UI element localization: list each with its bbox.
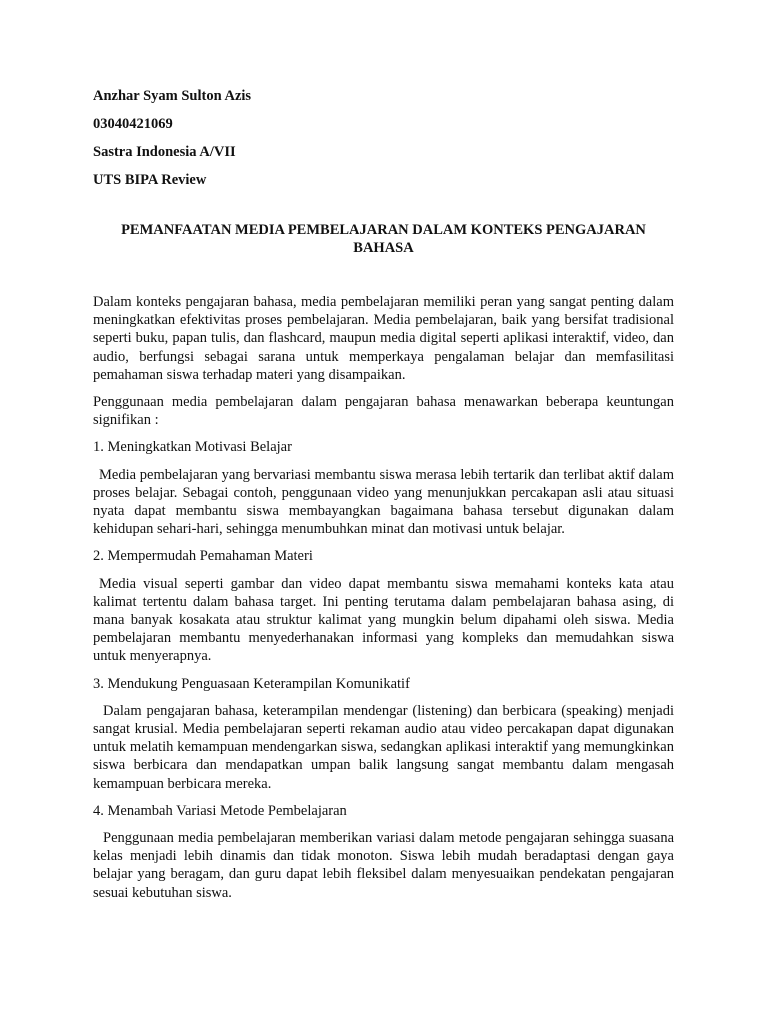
point-2-body: Media visual seperti gambar dan video dapat membantu siswa memahami konteks kata atau kalimat tertentu dalam bahasa target. Ini penting terutama dalam pembelajaran bahasa asing, di mana banyak kosakata atau struktur kalimat yang mungkin belum dipahami oleh siswa. Media pembelajaran membantu menyederhanakan informasi yang kompleks dan memudahkan siswa untuk menyerapnya. bbox=[93, 575, 674, 665]
point-4-body: Penggunaan media pembelajaran memberikan variasi dalam metode pengajaran sehingga suasana kelas menjadi lebih dinamis dan tidak monoton. Siswa lebih mudah beradaptasi dengan gaya belajar yang beragam, dan guru dapat lebih fleksibel dalam menyesuaikan pendekatan pengajaran sesuai kebutuhan siswa. bbox=[93, 830, 674, 901]
point-1-body: Media pembelajaran yang bervariasi membantu siswa merasa lebih tertarik dan terlibat aktif dalam proses belajar. Sebagai contoh, penggunaan video yang menunjukkan percakapan asli atau situasi nyata dapat membantu siswa membayangkan bagaimana bahasa tersebut digunakan dalam kehidupan sehari-hari, sehingga menumbuhkan minat dan motivasi untuk belajar. bbox=[93, 466, 674, 538]
author-name: Anzhar Syam Sulton Azis bbox=[93, 88, 252, 104]
class-info: Sastra Indonesia A/VII bbox=[93, 144, 236, 160]
point-2-heading: 2. Mempermudah Pemahaman Materi bbox=[93, 548, 313, 565]
intro-paragraph: Dalam konteks pengajaran bahasa, media pembelajaran memiliki peran yang sangat penting dalam meningkatkan efektivitas proses pembelajaran. Media pembelajaran, baik yang bersifat tradisional seperti buku, papan tulis, dan flashcard, maupun media digital seperti aplikasi interaktif, video, dan audio, berfungsi sebagai sarana untuk memperkaya pengalaman belajar dan memfasilitasi pemahaman siswa terhadap materi yang disampaikan. bbox=[93, 294, 674, 383]
point-4-heading: 4. Menambah Variasi Metode Pembelajaran bbox=[93, 802, 347, 819]
student-id: 03040421069 bbox=[93, 116, 173, 132]
point-3-body: Dalam pengajaran bahasa, keterampilan mendengar (listening) dan berbicara (speaking) menjadi sangat krusial. Media pembelajaran seperti rekaman audio atau video percakapan dapat digunakan untuk melatih kemampuan mendengarkan siswa, sedangkan aplikasi interaktif yang memungkinkan siswa berbicara dan mendapatkan umpan balik langsung sangat membantu dalam mengasah kemampuan berbicara mereka. bbox=[93, 702, 674, 792]
lead-paragraph: Penggunaan media pembelajaran dalam pengajaran bahasa menawarkan beberapa keuntungan signifikan : bbox=[93, 394, 674, 429]
document-body bbox=[93, 86, 674, 911]
point-1-heading: 1. Meningkatkan Motivasi Belajar bbox=[93, 439, 292, 456]
point-3-heading: 3. Mendukung Penguasaan Keterampilan Komunikatif bbox=[93, 675, 410, 692]
assignment-name: UTS BIPA Review bbox=[93, 172, 207, 188]
document-title: PEMANFAATAN MEDIA PEMBELAJARAN DALAM KONTEKS PENGAJARAN BAHASA bbox=[121, 222, 646, 256]
